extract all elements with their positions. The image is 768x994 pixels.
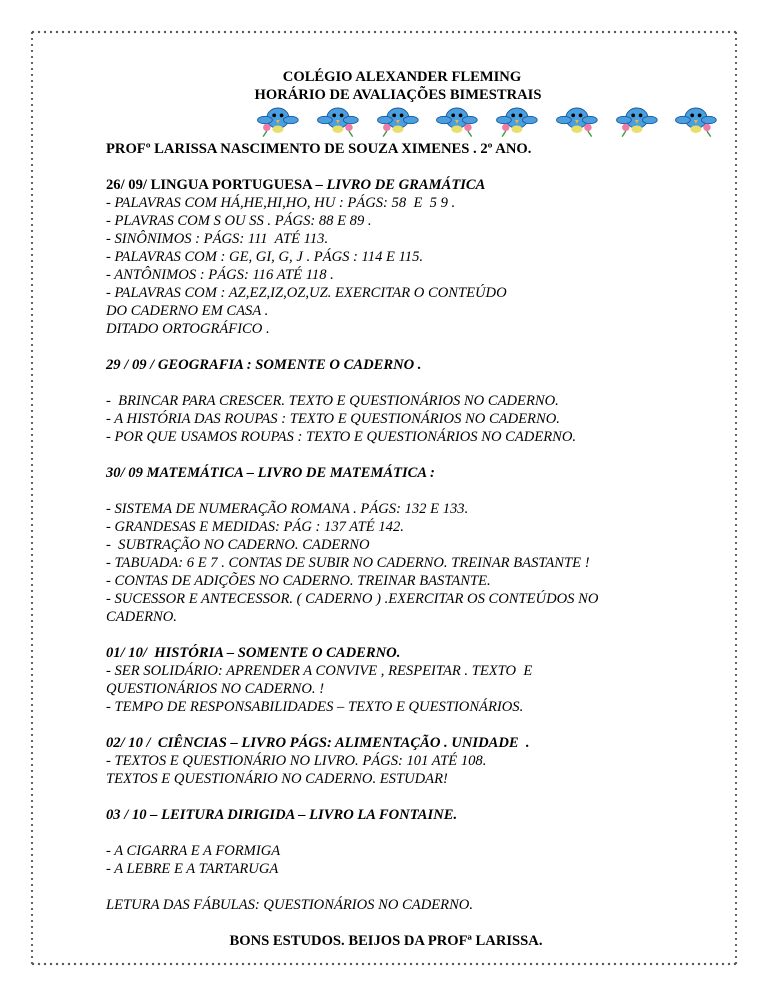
list-item: - SER SOLIDÁRIO: APRENDER A CONVIVE , RESPEITAR . TEXTO E	[106, 663, 533, 679]
list-item: - A HISTÓRIA DAS ROUPAS : TEXTO E QUESTIONÁRIOS NO CADERNO.	[106, 411, 560, 427]
section-heading: 03 / 10 – LEITURA DIRIGIDA – LIVRO LA FONTAINE.	[106, 807, 458, 823]
list-item: - PLAVRAS COM S OU SS . PÁGS: 88 E 89 .	[106, 213, 372, 229]
list-item: DITADO ORTOGRÁFICO .	[106, 321, 270, 337]
list-item: - PALAVRAS COM : GE, GI, G, J . PÁGS : 114 E 115.	[106, 249, 424, 265]
section-lines	[106, 662, 666, 716]
section-heading-date-subject: 26/ 09/ LINGUA PORTUGUESA –	[106, 177, 327, 193]
teacher-line: PROFº LARISSA NASCIMENTO DE SOUZA XIMENES . 2º ANO.	[106, 141, 532, 157]
page-border-left	[30, 30, 38, 964]
section-lines	[106, 842, 666, 878]
school-name: COLÉGIO ALEXANDER FLEMING	[282, 69, 522, 85]
section-lines	[106, 194, 666, 338]
list-item: - SISTEMA DE NUMERAÇÃO ROMANA . PÁGS: 132 E 133.	[106, 501, 469, 517]
section-lines	[106, 752, 666, 788]
list-item: - A LEBRE E A TARTARUGA	[106, 861, 279, 877]
bird-icon	[670, 100, 722, 140]
list-item: - TEXTOS E QUESTIONÁRIO NO LIVRO. PÁGS: 101 ATÉ 108.	[106, 753, 487, 769]
section-heading	[106, 176, 666, 194]
section-heading: 01/ 10/ HISTÓRIA – SOMENTE O CADERNO.	[106, 645, 401, 661]
section-lines	[106, 500, 666, 626]
section-lines	[106, 392, 666, 446]
section-heading: 02/ 10 / CIÊNCIAS – LIVRO PÁGS: ALIMENTAÇÃO . UNIDADE .	[106, 735, 530, 751]
list-item: - GRANDESAS E MEDIDAS: PÁG : 137 ATÉ 142.	[106, 519, 404, 535]
list-item: TEXTOS E QUESTIONÁRIO NO CADERNO. ESTUDAR!	[106, 771, 448, 787]
list-item: - ANTÔNIMOS : PÁGS: 116 ATÉ 118 .	[106, 267, 334, 283]
list-item: - SUBTRAÇÃO NO CADERNO. CADERNO	[106, 537, 370, 553]
schedule-title: HORÁRIO DE AVALIAÇÕES BIMESTRAIS	[254, 87, 542, 103]
list-item: - A CIGARRA E A FORMIGA	[106, 843, 281, 859]
section-heading-book: LIVRO DE GRAMÁTICA	[326, 177, 486, 193]
page-border-bottom	[30, 960, 738, 968]
reading-note: LETURA DAS FÁBULAS: QUESTIONÁRIOS NO CADERNO.	[106, 897, 473, 913]
document-body	[106, 68, 666, 950]
closing-message: BONS ESTUDOS. BEIJOS DA PROFª LARISSA.	[229, 933, 543, 949]
page-border-right	[734, 30, 742, 964]
list-item: - CONTAS DE ADIÇÕES NO CADERNO. TREINAR BASTANTE.	[106, 573, 491, 589]
list-item: - BRINCAR PARA CRESCER. TEXTO E QUESTIONÁRIOS NO CADERNO.	[106, 393, 559, 409]
list-item: - POR QUE USAMOS ROUPAS : TEXTO E QUESTIONÁRIOS NO CADERNO.	[106, 429, 577, 445]
list-item: - SUCESSOR E ANTECESSOR. ( CADERNO ) .EXERCITAR OS CONTEÚDOS NO	[106, 591, 599, 607]
list-item: - PALAVRAS COM : AZ,EZ,IZ,OZ,UZ. EXERCITAR O CONTEÚDO	[106, 285, 507, 301]
list-item: - TEMPO DE RESPONSABILIDADES – TEXTO E QUESTIONÁRIOS.	[106, 699, 524, 715]
list-item: DO CADERNO EM CASA .	[106, 303, 269, 319]
section-heading: 30/ 09 MATEMÁTICA – LIVRO DE MATEMÁTICA :	[106, 465, 435, 481]
section-heading: 29 / 09 / GEOGRAFIA : SOMENTE O CADERNO .	[106, 357, 422, 373]
list-item: CADERNO.	[106, 609, 177, 625]
page-border-top	[30, 28, 738, 36]
list-item: QUESTIONÁRIOS NO CADERNO. !	[106, 681, 325, 697]
list-item: - PALAVRAS COM HÁ,HE,HI,HO, HU : PÁGS: 58 E 5 9 .	[106, 195, 456, 211]
list-item: - SINÔNIMOS : PÁGS: 111 ATÉ 113.	[106, 231, 329, 247]
list-item: - TABUADA: 6 E 7 . CONTAS DE SUBIR NO CADERNO. TREINAR BASTANTE !	[106, 555, 590, 571]
